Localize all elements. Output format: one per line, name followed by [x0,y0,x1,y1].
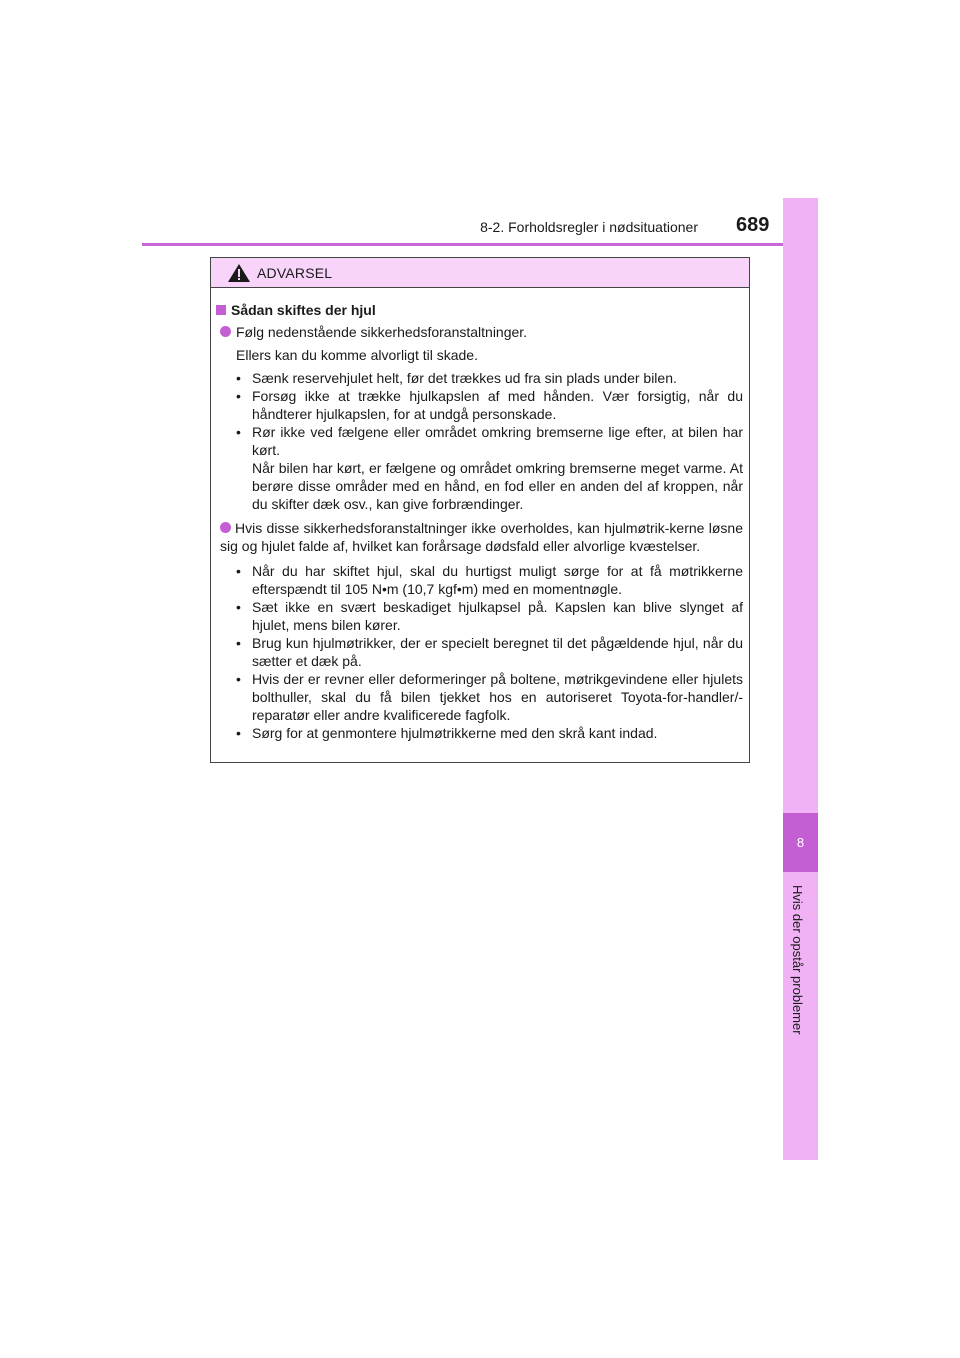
round-bullet-icon [220,326,231,337]
section-title-text: Sådan skiftes der hjul [231,302,376,318]
bullet-1 [216,323,743,341]
page-number: 689 [736,214,770,236]
list-item: • Brug kun hjulmøtrikker, der er specielt beregnet til det pågældende hjul, når du sætter et dæk på. [236,634,743,670]
bullet-2-list [216,562,743,742]
list-item [236,423,743,513]
bullet-1-list [216,369,743,513]
bullet-2 [216,519,743,555]
list-item-extra: Når bilen har kørt, er fælgene og området omkring bremserne meget varme. At berøre disse områder med en hånd, en fod eller en anden del af kroppen, når du skifter dæk osv., kan give forbrændinger. [252,460,743,512]
square-bullet-icon [216,305,226,315]
list-item: • Forsøg ikke at trække hjulkapslen af med hånden. Vær forsigtig, når du håndterer hjulkapslen, for at undgå personskade. [236,387,743,423]
bullet-2-text: Hvis disse sikkerhedsforanstaltninger ikke overholdes, kan hjulmøtrik-kerne løsne sig og hjulet falde af, hvilket kan forårsage dødsfald eller alvorlige kvæstelser. [220,520,743,554]
bullet-1-followup: Ellers kan du komme alvorligt til skade. [236,347,478,363]
list-item: • Sæt ikke en svært beskadiget hjulkapsel på. Kapslen kan blive slynget af hjulet, mens bilen kører. [236,598,743,634]
side-tab-chapter-label: Hvis der opstår problemer [790,885,805,1035]
warning-body [211,288,749,742]
warning-title: ADVARSEL [257,264,333,281]
warning-triangle-icon [227,263,251,283]
header-rule [142,243,818,246]
warning-header [211,258,749,288]
list-item-text: Rør ikke ved fælgene eller området omkring bremserne lige efter, at bilen har kørt. [252,424,743,458]
list-item: • Sørg for at genmontere hjulmøtrikkerne med den skrå kant indad. [236,724,743,742]
warning-box [210,257,750,763]
side-tab-chapter-number: 8 [783,813,818,872]
list-item: • Sænk reservehjulet helt, før det trækkes ud fra sin plads under bilen. [236,369,743,387]
bullet-1-text: Følg nedenstående sikkerhedsforanstaltninger. [236,324,528,340]
header-section-title: 8-2. Forholdsregler i nødsituationer [480,219,698,235]
list-item: • Hvis der er revner eller deformeringer på boltene, møtrikgevindene eller hjulets bolthuller, skal du få bilen tjekket hos en autoriseret Toyota-for-handler/-reparatør eller andre kvalificerede fagfolk. [236,670,743,724]
list-item: • Når du har skiftet hjul, skal du hurtigst muligt sørge for at få møtrikkerne efterspændt til 105 N•m (10,7 kgf•m) med en momentnøgle. [236,562,743,598]
section-title [216,301,743,319]
